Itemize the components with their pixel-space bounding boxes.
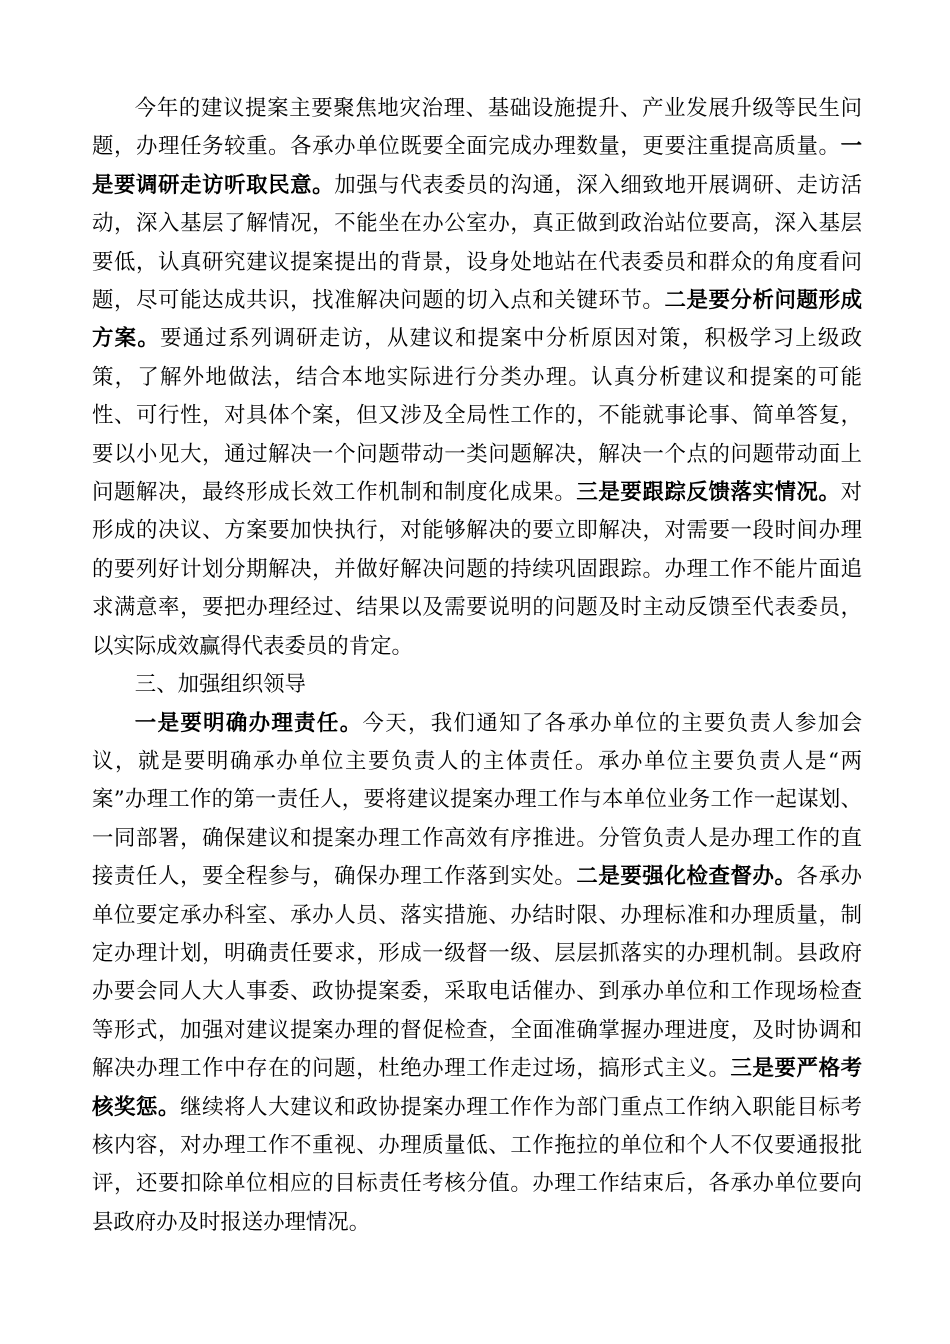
point-body: 对形成的决议、方案要加快执行，对能够解决的要立即解决，对需要一段时间办理的要列好计划分期解决，并做好解决问题的持续巩固跟踪。办理工作不能片面追求满意率，要把办理经过、结果以及需要说明的问题及时主动反馈至代表委员，以实际成效赢得代表委员的肯定。 [92, 480, 862, 659]
point-title: 二是要强化检查督办。 [576, 864, 797, 890]
point-body: 今天，我们通知了各承办单位的主要负责人参加会议，就是要明确承办单位主要负责人的主体责任。承办单位主要负责人是“两案”办理工作的第一责任人，要将建议提案办理工作与本单位业务工作一起谋划、一同部署，确保建议和提案办理工作高效有序推进。分管负责人是办理工作的直接责任人，要全程参与，确保办理工作落到实处。 [92, 710, 862, 890]
point-body: 加强与代表委员的沟通，深入细致地开展调研、走访活动，深入基层了解情况，不能坐在办公室办，真正做到政治站位要高，深入基层要低，认真研究建议提案提出的背景，设身处地站在代表委员和群众的角度看问题，尽可能达成共识，找准解决问题的切入点和关键环节。 [92, 172, 862, 314]
point-body: 各承办单位要定承办科室、承办人员、落实措施、办结时限、办理标准和办理质量，制定办理计划，明确责任要求，形成一级督一级、层层抓落实的办理机制。县政府办要会同人大人事委、政协提案委，采取电话催办、到承办单位和工作现场检查等形式，加强对建议提案办理的督促检查，全面准确掌握办理进度，及时协调和解决办理工作中存在的问题，杜绝办理工作走过场，搞形式主义。 [92, 864, 862, 1082]
point-body: 继续将人大建议和政协提案办理工作作为部门重点工作纳入职能目标考核内容，对办理工作不重视、办理质量低、工作拖拉的单位和个人不仅要通报批评，还要扣除单位相应的目标责任考核分值。办理工作结束后，各承办单位要向县政府办及时报送办理情况。 [92, 1094, 862, 1235]
point-title: 一是要调研走访听取民意。 [92, 134, 862, 198]
point-title: 三是要严格考核奖惩。 [92, 1056, 862, 1120]
paragraph-organization-leadership [92, 705, 862, 1243]
document-page [92, 90, 862, 1242]
section-heading: 三、加强组织领导 [134, 672, 306, 698]
paragraph-proposal-handling [92, 90, 862, 666]
paragraph-intro: 今年的建议提案主要聚焦地灾治理、基础设施提升、产业发展升级等民生问题，办理任务较重。各承办单位既要全面完成办理数量，更要注重提高质量。 [92, 96, 862, 160]
point-title: 三是要跟踪反馈落实情况。 [576, 480, 841, 506]
point-title: 一是要明确办理责任。 [134, 710, 363, 736]
point-body: 要通过系列调研走访，从建议和提案中分析原因对策，积极学习上级政策，了解外地做法，结合本地实际进行分类办理。认真分析建议和提案的可能性、可行性，对具体个案，但又涉及全局性工作的，不能就事论事、简单答复，要以小见大，通过解决一个问题带动一类问题解决，解决一个点的问题带动面上问题解决，最终形成长效工作机制和制度化成果。 [92, 326, 862, 506]
point-title: 二是要分析问题形成方案。 [92, 288, 862, 352]
